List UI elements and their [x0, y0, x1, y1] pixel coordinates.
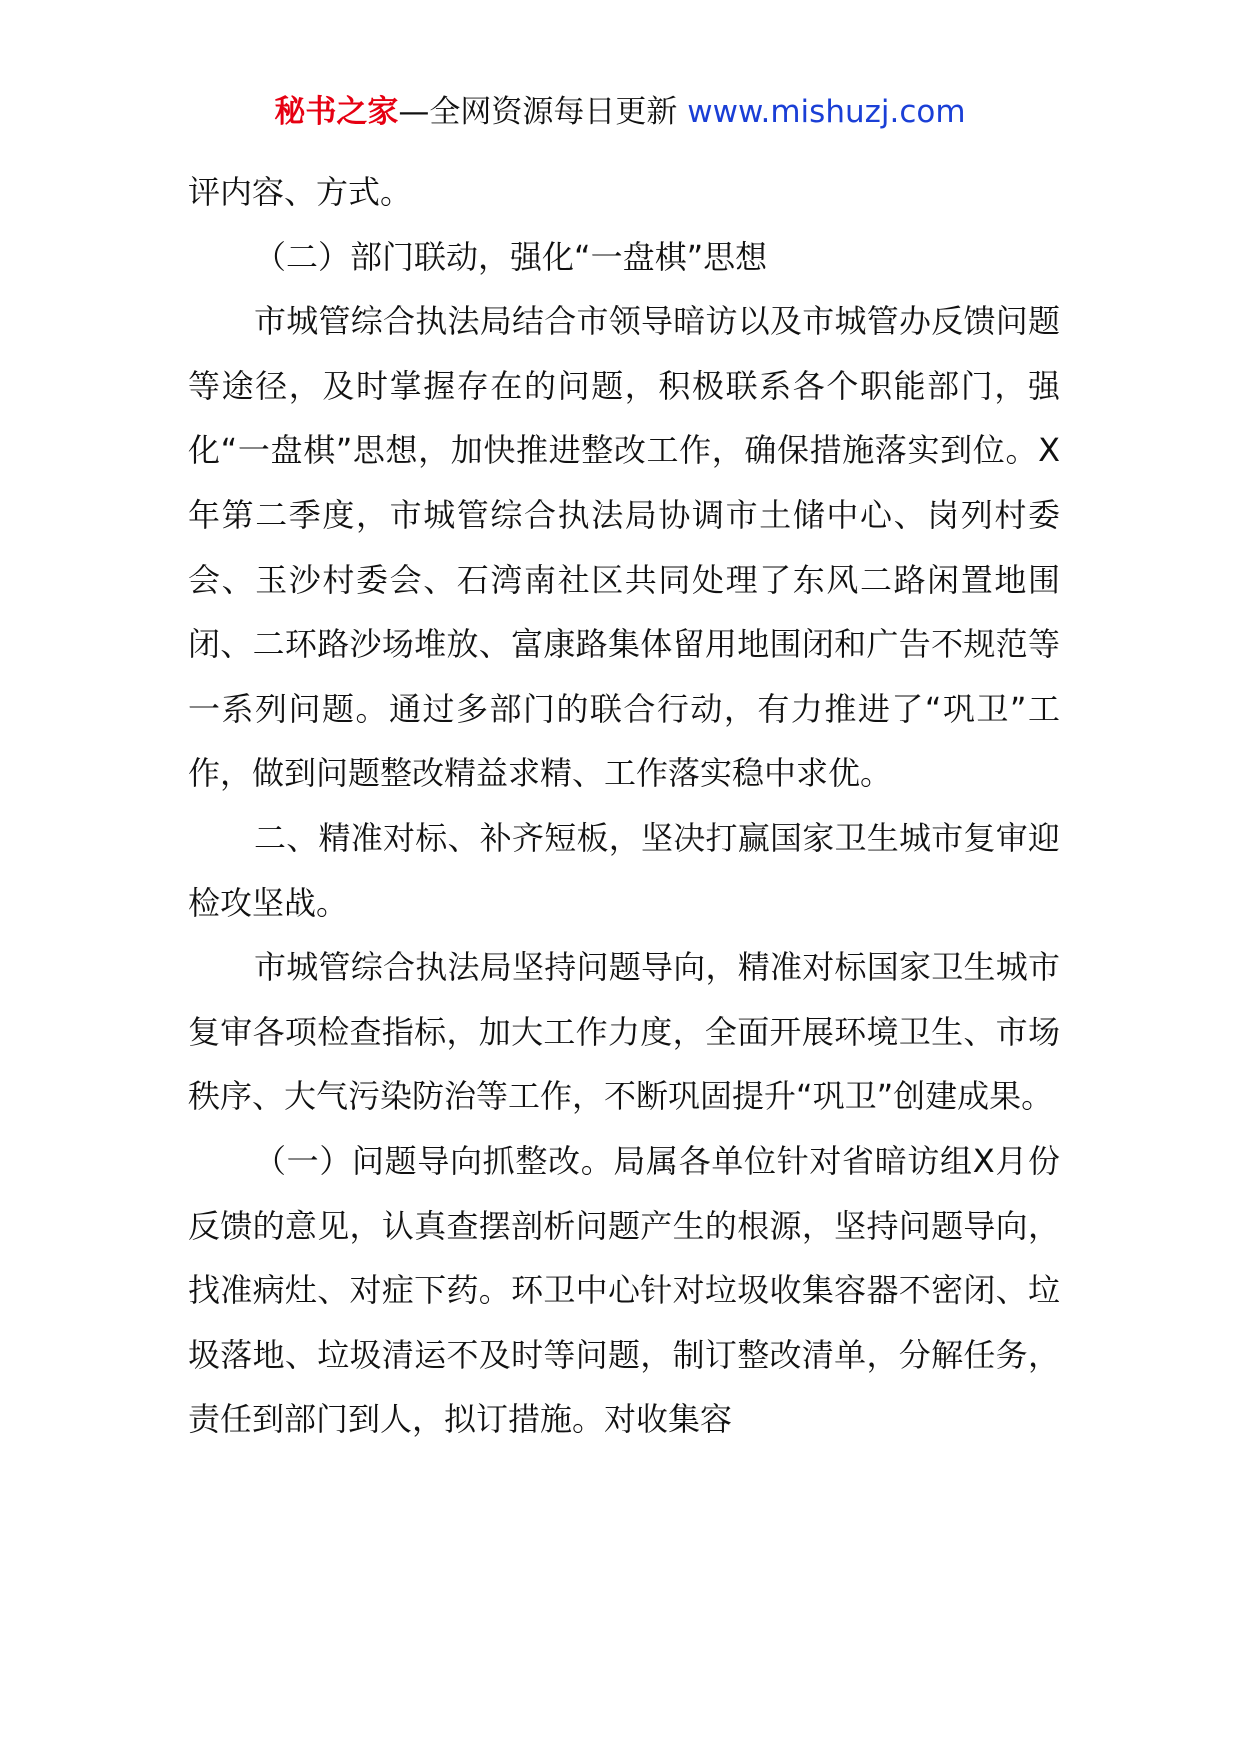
document-body	[188, 160, 1060, 1452]
site-url-link[interactable]: www.mishuzj.com	[687, 94, 966, 130]
section-heading: （二）部门联动，强化“一盘棋”思想	[254, 237, 768, 276]
site-header	[0, 92, 1240, 132]
site-slogan: —全网资源每日更新	[398, 94, 678, 130]
paragraph: 市城管综合执法局结合市领导暗访以及市城管办反馈问题等途径，及时掌握存在的问题，积极联系各个职能部门，强化“一盘棋”思想，加快推进整改工作，确保措施落实到位。X年第二季度，市城管综合执法局协调市土储中心、岗列村委会、玉沙村委会、石湾南社区共同处理了东风二路闲置地围闭、二环路沙场堆放、富康路集体留用地围闭和广告不规范等一系列问题。通过多部门的联合行动，有力推进了“巩卫”工作，做到问题整改精益求精、工作落实稳中求优。	[188, 302, 1060, 793]
paragraph: 市城管综合执法局坚持问题导向，精准对标国家卫生城市复审各项检查指标，加大工作力度，全面开展环境卫生、市场秩序、大气污染防治等工作，不断巩固提升“巩卫”创建成果。	[188, 948, 1060, 1116]
paragraph: 评内容、方式。	[188, 173, 413, 211]
site-brand: 秘书之家	[274, 94, 399, 130]
paragraph: （一）问题导向抓整改。局属各单位针对省暗访组X月份反馈的意见，认真查摆剖析问题产生的根源，坚持问题导向，找准病灶、对症下药。环卫中心针对垃圾收集容器不密闭、垃圾落地、垃圾清运不及时等问题，制订整改清单，分解任务，责任到部门到人，拟订措施。对收集容	[188, 1141, 1060, 1439]
section-heading: 二、精准对标、补齐短板，坚决打赢国家卫生城市复审迎检攻坚战。	[188, 818, 1060, 922]
